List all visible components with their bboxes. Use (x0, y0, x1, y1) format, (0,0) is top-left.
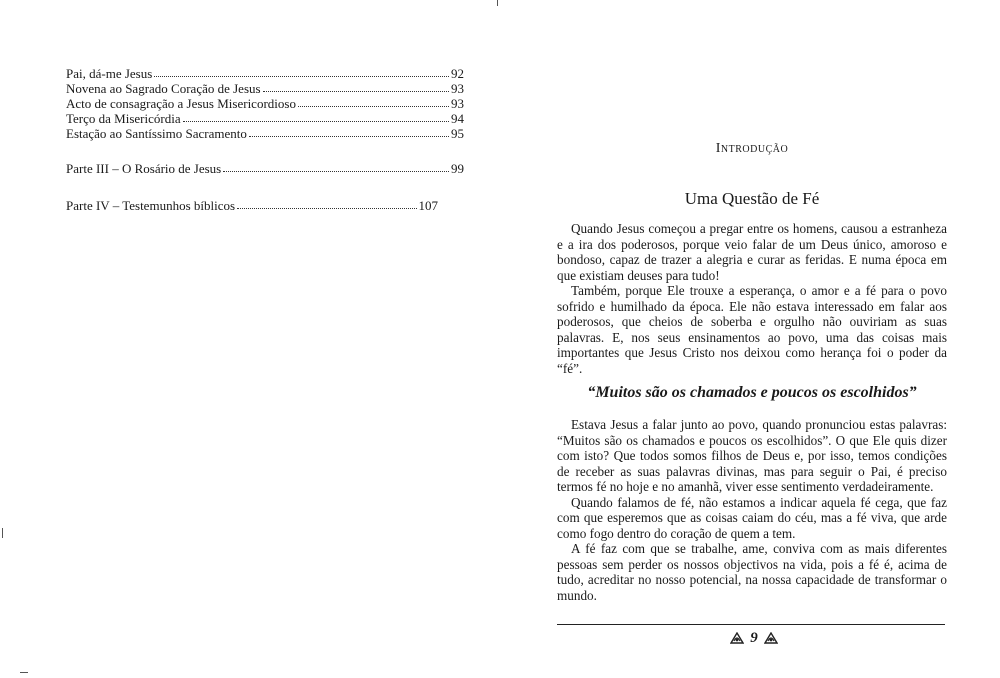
scan-mark (20, 672, 28, 673)
toc-leader-dots (298, 96, 449, 107)
toc-entry-title: Estação ao Santíssimo Sacramento (66, 126, 247, 141)
page-footer (718, 628, 790, 648)
paragraph: Também, porque Ele trouxe a esperança, o amor e a fé para o povo sofrido e humilhado da época. Ele não estava interessado em falar aos poderosos, que cheios de soberba e orgulho não ouviriam as suas palavras. E, nos seus ensinamentos ao povo, uma das coisas mais importantes que Jesus Cristo nos deixou como herança foi o poder da “fé”. (557, 283, 947, 376)
toc-entry-title: Novena ao Sagrado Coração de Jesus (66, 81, 261, 96)
scan-mark (497, 0, 498, 6)
toc-leader-dots (183, 111, 449, 122)
section-title: Uma Questão de Fé (684, 189, 820, 208)
footer-rule (557, 624, 945, 625)
section-body (557, 417, 947, 603)
toc-part-page: 107 (418, 198, 438, 213)
toc-entry-page: 94 (451, 111, 464, 126)
fleuron-icon (730, 632, 744, 644)
toc-entry-title: Terço da Misericórdia (66, 111, 181, 126)
paragraph: Estava Jesus a falar junto ao povo, quando pronunciou estas palavras: “Muitos são os chamados e poucos os escolhidos”. O que Ele quis dizer com isto? Que todos somos filhos de Deus e, por isso, temos condições de receber as suas palavras divinas, mas para seguir o Pai, é preciso termos fé no hoje e no amanhã, viver esse sentimento verdadeiramente. (557, 417, 947, 494)
toc-entry (66, 111, 464, 126)
toc-leader-dots (263, 81, 449, 92)
table-of-contents (66, 66, 464, 213)
toc-spacer (66, 176, 464, 198)
toc-entry (66, 81, 464, 96)
toc-entry-page: 93 (451, 96, 464, 111)
toc-entry-page: 93 (451, 81, 464, 96)
toc-part-entry (66, 198, 438, 213)
toc-entry (66, 126, 464, 141)
toc-entry-page: 95 (451, 126, 464, 141)
paragraph: Quando Jesus começou a pregar entre os homens, causou a estranheza e a ira dos poderosos, porque veio falar de um Deus único, amoroso e bondoso, capaz de trazer a alegria e curar as feridas. E numa época em que existiam deuses para tudo! (557, 221, 947, 283)
paragraph: Quando falamos de fé, não estamos a indicar aquela fé cega, que faz com que esperemos que as coisas caiam do céu, mas a fé viva, que arde como fogo dentro do coração de quem a tem. (557, 494, 947, 541)
page-number: 9 (750, 629, 758, 646)
toc-leader-dots (237, 198, 416, 209)
toc-entry-title: Acto de consagração a Jesus Misericordioso (66, 96, 296, 111)
fleuron-icon (764, 632, 778, 644)
toc-leader-dots (223, 161, 449, 172)
section-title: “Muitos são os chamados e poucos os escolhidos” (587, 384, 917, 401)
toc-leader-dots (249, 126, 449, 137)
paragraph: A fé faz com que se trabalhe, ame, conviva com as mais diferentes pessoas sem perder os nossos objectivos na vida, pois a fé é, acima de tudo, acreditar no nosso potencial, na nossa capacidade de transformar o mundo. (557, 541, 947, 603)
toc-part-title: Parte IV – Testemunhos bíblicos (66, 198, 236, 213)
toc-part-title: Parte III – O Rosário de Jesus (66, 161, 222, 176)
section-body (557, 221, 947, 376)
scan-mark (2, 528, 3, 538)
toc-entry (66, 66, 464, 81)
chapter-title: Introdução (715, 141, 789, 156)
toc-entry-page: 92 (451, 66, 464, 81)
toc-part-entry (66, 161, 464, 176)
toc-entry (66, 96, 464, 111)
toc-spacer (66, 141, 464, 161)
toc-entry-title: Pai, dá-me Jesus (66, 66, 153, 81)
toc-part-page: 99 (451, 161, 464, 176)
toc-leader-dots (154, 66, 449, 77)
